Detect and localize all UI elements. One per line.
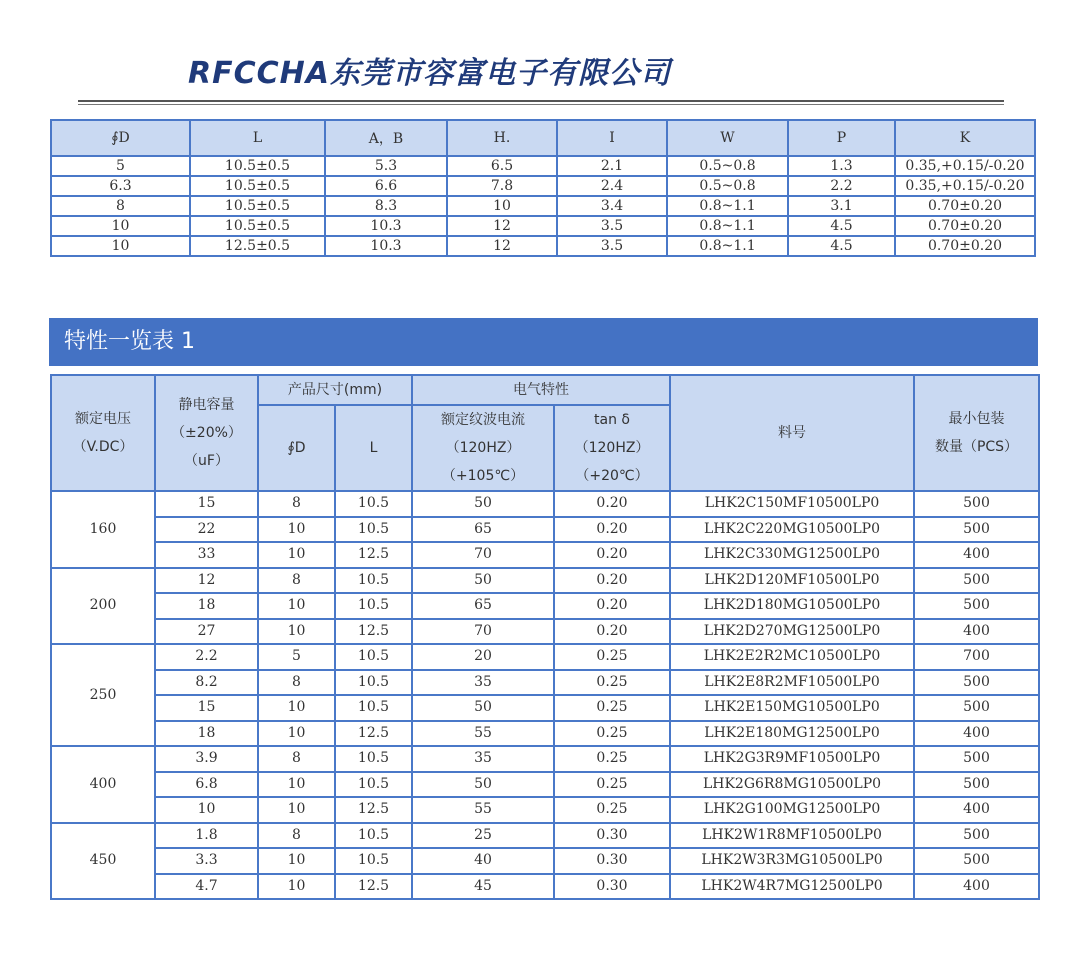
table-cell: 500 bbox=[914, 593, 1039, 619]
table-cell: LHK2W3R3MG10500LP0 bbox=[670, 848, 914, 874]
table-row bbox=[51, 823, 1039, 849]
col-capacitance: 静电容量 （±20%） （uF） bbox=[155, 375, 258, 491]
table-cell: 500 bbox=[914, 772, 1039, 798]
column-header: I bbox=[557, 120, 667, 156]
table-cell: 10 bbox=[258, 797, 335, 823]
table-cell: 18 bbox=[155, 721, 258, 747]
table-cell: LHK2D120MF10500LP0 bbox=[670, 568, 914, 594]
table-cell: 10.5±0.5 bbox=[190, 216, 325, 236]
voltage-cell: 400 bbox=[51, 746, 155, 823]
table-row bbox=[51, 176, 1035, 196]
table-cell: 50 bbox=[412, 568, 554, 594]
table-cell: 0.25 bbox=[554, 644, 670, 670]
table-cell: 10.5 bbox=[335, 695, 412, 721]
col-part-number: 料号 bbox=[670, 375, 914, 491]
table-row bbox=[51, 874, 1039, 900]
table-cell: 0.25 bbox=[554, 746, 670, 772]
table-cell: 10.5 bbox=[335, 568, 412, 594]
table-cell: 0.5~0.8 bbox=[667, 176, 788, 196]
table-cell: 8 bbox=[51, 196, 190, 216]
table-cell: LHK2G6R8MG10500LP0 bbox=[670, 772, 914, 798]
table-cell: 70 bbox=[412, 542, 554, 568]
table-cell: 2.4 bbox=[557, 176, 667, 196]
table-cell: 3.3 bbox=[155, 848, 258, 874]
table-cell: 500 bbox=[914, 746, 1039, 772]
header-rule bbox=[78, 100, 1004, 102]
table-cell: 10.5 bbox=[335, 517, 412, 543]
table-row bbox=[51, 695, 1039, 721]
table-cell: 10.5 bbox=[335, 670, 412, 696]
table-cell: 0.20 bbox=[554, 542, 670, 568]
table-cell: 15 bbox=[155, 491, 258, 517]
table-cell: 18 bbox=[155, 593, 258, 619]
table-cell: 5 bbox=[258, 644, 335, 670]
table-cell: 1.8 bbox=[155, 823, 258, 849]
table-cell: LHK2C330MG12500LP0 bbox=[670, 542, 914, 568]
table-cell: 5 bbox=[51, 156, 190, 176]
table-row bbox=[51, 156, 1035, 176]
table-cell: 0.20 bbox=[554, 491, 670, 517]
table-cell: 40 bbox=[412, 848, 554, 874]
table-cell: LHK2C150MF10500LP0 bbox=[670, 491, 914, 517]
table-cell: 0.20 bbox=[554, 593, 670, 619]
table-cell: 400 bbox=[914, 542, 1039, 568]
table-cell: 5.3 bbox=[325, 156, 447, 176]
table-row bbox=[51, 619, 1039, 645]
table-cell: 0.30 bbox=[554, 823, 670, 849]
table-cell: 0.20 bbox=[554, 517, 670, 543]
table-cell: 10 bbox=[258, 721, 335, 747]
table-cell: 0.20 bbox=[554, 568, 670, 594]
table-row bbox=[51, 542, 1039, 568]
col-tan-delta: tan δ （120HZ） （+20℃） bbox=[554, 405, 670, 491]
table-cell: 0.70±0.20 bbox=[895, 196, 1035, 216]
header-row bbox=[51, 375, 1039, 405]
table-cell: 10.5 bbox=[335, 746, 412, 772]
table-cell: 10 bbox=[258, 542, 335, 568]
characteristics-table bbox=[50, 374, 1040, 900]
table-cell: 10 bbox=[258, 517, 335, 543]
table-cell: 10 bbox=[51, 236, 190, 256]
table-cell: 400 bbox=[914, 619, 1039, 645]
table-cell: 2.1 bbox=[557, 156, 667, 176]
table-cell: 12.5±0.5 bbox=[190, 236, 325, 256]
table-row bbox=[51, 772, 1039, 798]
table-cell: 2.2 bbox=[155, 644, 258, 670]
table-cell: LHK2G3R9MF10500LP0 bbox=[670, 746, 914, 772]
table-cell: 12 bbox=[155, 568, 258, 594]
table-cell: 65 bbox=[412, 593, 554, 619]
table-cell: 50 bbox=[412, 695, 554, 721]
voltage-cell: 450 bbox=[51, 823, 155, 900]
table-cell: 6.5 bbox=[447, 156, 557, 176]
table-cell: 20 bbox=[412, 644, 554, 670]
column-header: L bbox=[190, 120, 325, 156]
table-cell: 700 bbox=[914, 644, 1039, 670]
table-row bbox=[51, 517, 1039, 543]
table-cell: 10.5 bbox=[335, 644, 412, 670]
column-header: K bbox=[895, 120, 1035, 156]
section-title: 特性一览表 1 bbox=[49, 318, 1038, 366]
table-row bbox=[51, 568, 1039, 594]
table-cell: 10.5 bbox=[335, 593, 412, 619]
table-cell: 12.5 bbox=[335, 542, 412, 568]
col-ripple-current: 额定纹波电流 （120HZ） （+105℃） bbox=[412, 405, 554, 491]
table-cell: 0.70±0.20 bbox=[895, 216, 1035, 236]
col-size-d: ∮D bbox=[258, 405, 335, 491]
table-cell: 0.70±0.20 bbox=[895, 236, 1035, 256]
col-size-l: L bbox=[335, 405, 412, 491]
table-cell: 10.5 bbox=[335, 848, 412, 874]
table-cell: 0.25 bbox=[554, 721, 670, 747]
table-cell: LHK2D180MG10500LP0 bbox=[670, 593, 914, 619]
table-cell: 33 bbox=[155, 542, 258, 568]
table-cell: 400 bbox=[914, 721, 1039, 747]
table-cell: 3.5 bbox=[557, 236, 667, 256]
table-cell: 10 bbox=[155, 797, 258, 823]
col-min-pack: 最小包装 数量（PCS） bbox=[914, 375, 1039, 491]
table-cell: 4.7 bbox=[155, 874, 258, 900]
table-cell: 65 bbox=[412, 517, 554, 543]
table-cell: LHK2W1R8MF10500LP0 bbox=[670, 823, 914, 849]
table-cell: LHK2E150MG10500LP0 bbox=[670, 695, 914, 721]
table-cell: 500 bbox=[914, 848, 1039, 874]
table-row bbox=[51, 491, 1039, 517]
table-cell: 3.1 bbox=[788, 196, 895, 216]
table-cell: 25 bbox=[412, 823, 554, 849]
column-header: A，B bbox=[325, 120, 447, 156]
table-cell: 12 bbox=[447, 236, 557, 256]
table-cell: 7.8 bbox=[447, 176, 557, 196]
table-cell: 12.5 bbox=[335, 619, 412, 645]
table-cell: 6.8 bbox=[155, 772, 258, 798]
table-cell: 6.3 bbox=[51, 176, 190, 196]
table-cell: 0.25 bbox=[554, 772, 670, 798]
table-cell: 15 bbox=[155, 695, 258, 721]
col-electrical-group: 电气特性 bbox=[412, 375, 670, 405]
voltage-cell: 200 bbox=[51, 568, 155, 645]
table-cell: 0.35,+0.15/-0.20 bbox=[895, 176, 1035, 196]
table-cell: 500 bbox=[914, 695, 1039, 721]
table-cell: 0.30 bbox=[554, 848, 670, 874]
column-header: H. bbox=[447, 120, 557, 156]
table-cell: 10.5 bbox=[335, 772, 412, 798]
table-row bbox=[51, 721, 1039, 747]
table-cell: LHK2D270MG12500LP0 bbox=[670, 619, 914, 645]
table-cell: 8 bbox=[258, 823, 335, 849]
table-cell: 0.8~1.1 bbox=[667, 196, 788, 216]
table-cell: 10 bbox=[258, 695, 335, 721]
col-rated-voltage: 额定电压 （V.DC） bbox=[51, 375, 155, 491]
table-cell: 4.5 bbox=[788, 236, 895, 256]
table-cell: 27 bbox=[155, 619, 258, 645]
column-header: ∮D bbox=[51, 120, 190, 156]
table-cell: 22 bbox=[155, 517, 258, 543]
table-cell: 0.25 bbox=[554, 695, 670, 721]
voltage-cell: 160 bbox=[51, 491, 155, 568]
table-cell: 500 bbox=[914, 568, 1039, 594]
table-cell: LHK2E180MG12500LP0 bbox=[670, 721, 914, 747]
table-cell: 55 bbox=[412, 721, 554, 747]
table-cell: 8 bbox=[258, 491, 335, 517]
table-cell: 8 bbox=[258, 568, 335, 594]
table-cell: LHK2E2R2MC10500LP0 bbox=[670, 644, 914, 670]
table-cell: 35 bbox=[412, 670, 554, 696]
table-cell: 0.25 bbox=[554, 670, 670, 696]
column-header: P bbox=[788, 120, 895, 156]
table-cell: 500 bbox=[914, 823, 1039, 849]
table-cell: 500 bbox=[914, 670, 1039, 696]
table-cell: 10.5±0.5 bbox=[190, 156, 325, 176]
table-cell: 50 bbox=[412, 491, 554, 517]
table-cell: 35 bbox=[412, 746, 554, 772]
table-cell: 12.5 bbox=[335, 721, 412, 747]
table-cell: LHK2C220MG10500LP0 bbox=[670, 517, 914, 543]
table-cell: 10 bbox=[258, 619, 335, 645]
table-cell: 55 bbox=[412, 797, 554, 823]
table-row bbox=[51, 216, 1035, 236]
table-cell: 12.5 bbox=[335, 797, 412, 823]
table-row bbox=[51, 746, 1039, 772]
table-row bbox=[51, 593, 1039, 619]
table-row bbox=[51, 670, 1039, 696]
table-cell: 0.8~1.1 bbox=[667, 216, 788, 236]
table-row bbox=[51, 196, 1035, 216]
table-row bbox=[51, 236, 1035, 256]
table-cell: 3.4 bbox=[557, 196, 667, 216]
table-cell: 0.35,+0.15/-0.20 bbox=[895, 156, 1035, 176]
table-cell: 10 bbox=[51, 216, 190, 236]
table-cell: 2.2 bbox=[788, 176, 895, 196]
voltage-cell: 250 bbox=[51, 644, 155, 746]
table-cell: 12.5 bbox=[335, 874, 412, 900]
table-cell: 0.8~1.1 bbox=[667, 236, 788, 256]
table-cell: 70 bbox=[412, 619, 554, 645]
table-cell: 10 bbox=[258, 874, 335, 900]
column-header: W bbox=[667, 120, 788, 156]
table-cell: 10 bbox=[258, 772, 335, 798]
table-cell: 3.5 bbox=[557, 216, 667, 236]
table-cell: 10.5±0.5 bbox=[190, 196, 325, 216]
table-cell: 0.5~0.8 bbox=[667, 156, 788, 176]
table-cell: 8 bbox=[258, 670, 335, 696]
table-cell: 12 bbox=[447, 216, 557, 236]
table-cell: 0.20 bbox=[554, 619, 670, 645]
table-cell: LHK2G100MG12500LP0 bbox=[670, 797, 914, 823]
table-cell: 8.2 bbox=[155, 670, 258, 696]
table-cell: 500 bbox=[914, 517, 1039, 543]
dimension-table bbox=[50, 119, 1036, 257]
table-cell: 400 bbox=[914, 874, 1039, 900]
table-row bbox=[51, 797, 1039, 823]
table-cell: 0.25 bbox=[554, 797, 670, 823]
table-cell: 10.5 bbox=[335, 823, 412, 849]
table-cell: 0.30 bbox=[554, 874, 670, 900]
table-cell: 10.5±0.5 bbox=[190, 176, 325, 196]
table-cell: 8.3 bbox=[325, 196, 447, 216]
table-cell: 10 bbox=[258, 593, 335, 619]
table-cell: 10 bbox=[447, 196, 557, 216]
table-cell: 10.3 bbox=[325, 216, 447, 236]
table-cell: 50 bbox=[412, 772, 554, 798]
table-cell: 10.5 bbox=[335, 491, 412, 517]
table-row bbox=[51, 848, 1039, 874]
company-title: RFCCHA东莞市容富电子有限公司 bbox=[188, 56, 671, 91]
table-cell: 400 bbox=[914, 797, 1039, 823]
table-cell: 45 bbox=[412, 874, 554, 900]
table-cell: 8 bbox=[258, 746, 335, 772]
table-row bbox=[51, 644, 1039, 670]
table-cell: 10.3 bbox=[325, 236, 447, 256]
table-cell: 1.3 bbox=[788, 156, 895, 176]
table-cell: LHK2E8R2MF10500LP0 bbox=[670, 670, 914, 696]
table-cell: 3.9 bbox=[155, 746, 258, 772]
table-cell: 500 bbox=[914, 491, 1039, 517]
header-rule-thin bbox=[78, 104, 1004, 105]
table-cell: 10 bbox=[258, 848, 335, 874]
col-size-group: 产品尺寸(mm) bbox=[258, 375, 412, 405]
table-cell: 6.6 bbox=[325, 176, 447, 196]
table-cell: 4.5 bbox=[788, 216, 895, 236]
table-cell: LHK2W4R7MG12500LP0 bbox=[670, 874, 914, 900]
header-row bbox=[51, 120, 1035, 156]
